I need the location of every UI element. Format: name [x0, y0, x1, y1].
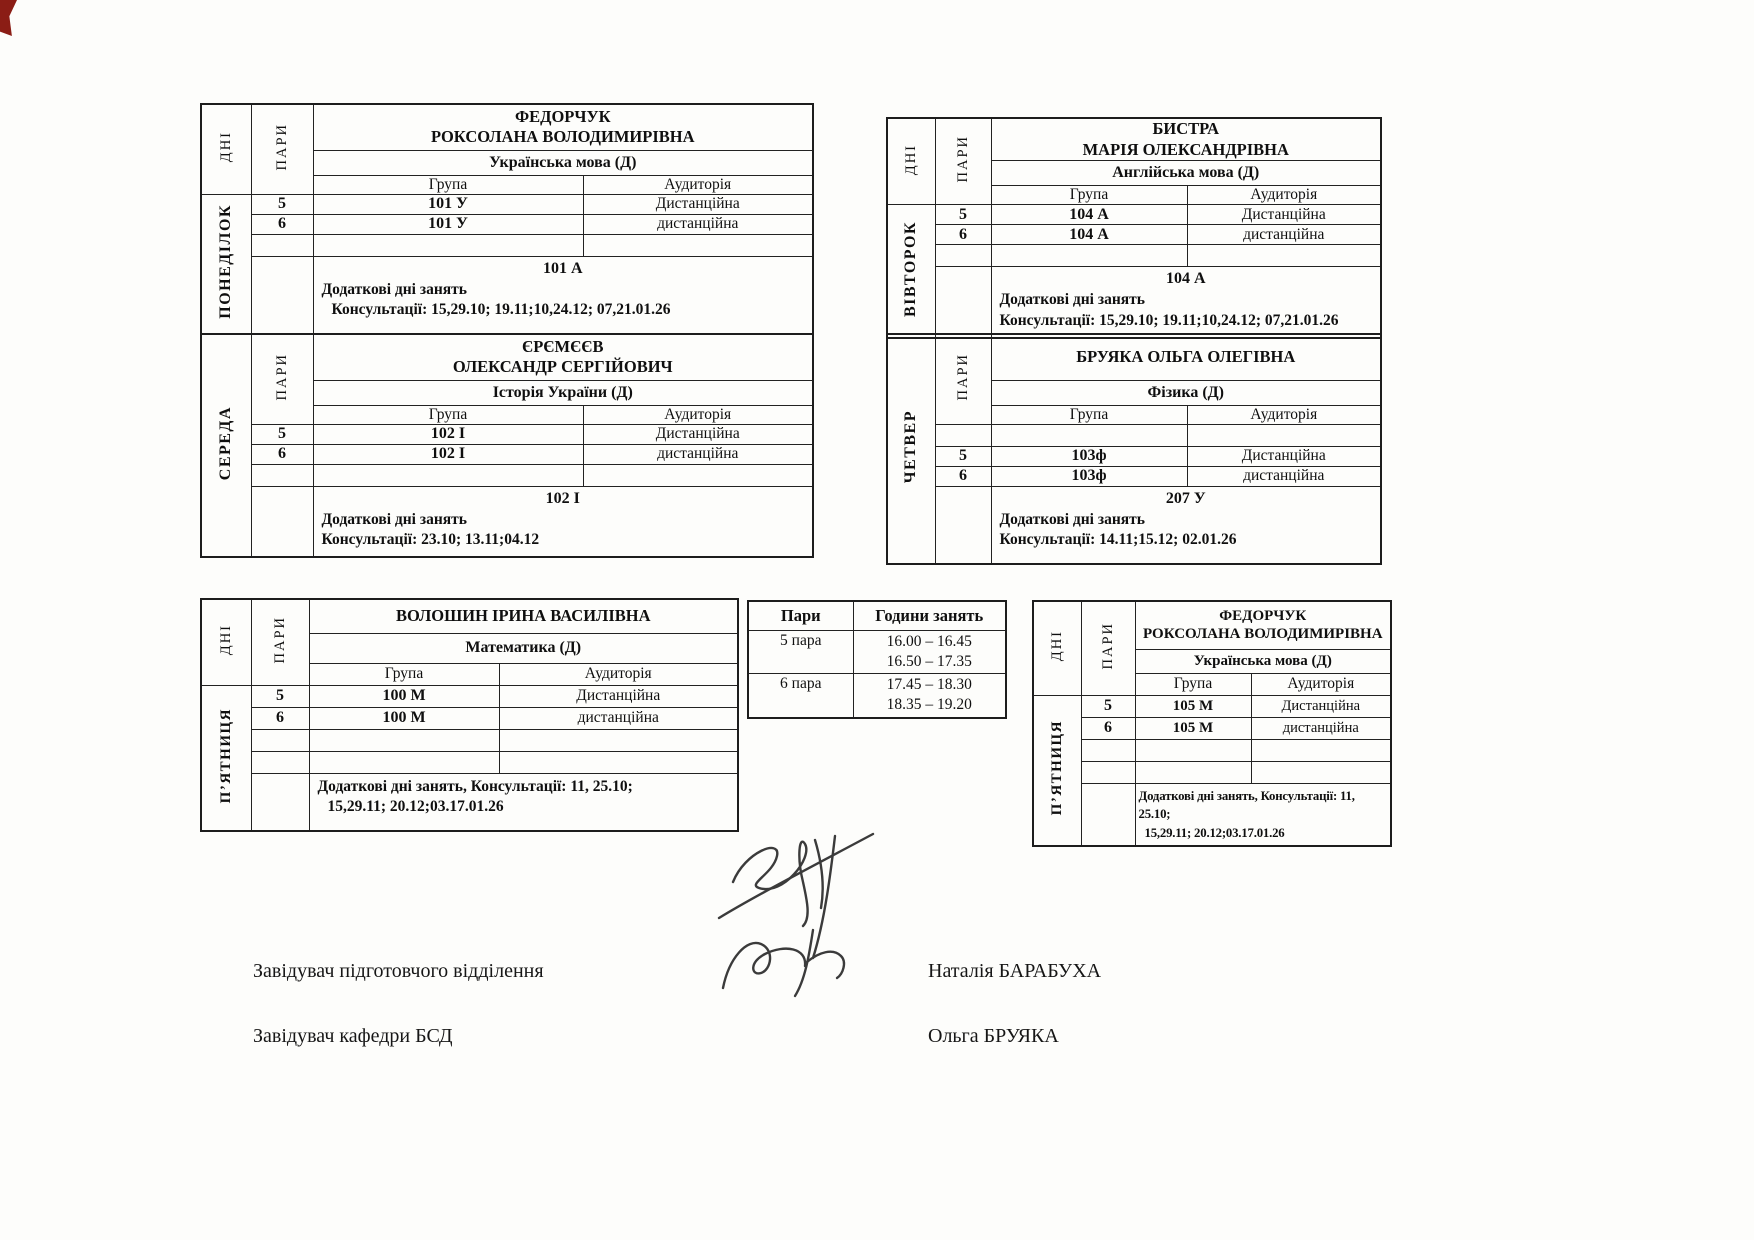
group-cell: 104 А	[991, 225, 1187, 245]
teacher-surname: ФЕДОРЧУК	[514, 106, 611, 126]
pair-number-cell: 5	[935, 205, 991, 225]
footer-cell	[991, 486, 1381, 564]
teacher-given-names: РОКСОЛАНА ВОЛОДИМИРІВНА	[1142, 626, 1383, 643]
group-cell: 102 І	[313, 444, 583, 464]
auditorium-cell: Дистанційна	[1187, 446, 1381, 466]
signature-name-barabukha: Наталія БАРАБУХА	[928, 960, 1102, 982]
signature-role-head-of-preparatory: Завідувач підготовчого відділення	[253, 960, 544, 982]
pair-number-cell: 6	[251, 444, 313, 464]
footer-cell	[313, 486, 813, 557]
pair-hours	[853, 631, 1006, 674]
days-header-cell	[1033, 601, 1081, 695]
footer-consultations: Консультації: 15,29.10; 19.11;10,24.12; 07,21.01.26	[331, 301, 671, 319]
footer-room: 207 У	[1165, 489, 1206, 507]
schedule-table-monday	[200, 103, 814, 335]
auditorium-cell: дистанційна	[1251, 717, 1391, 739]
group-cell: 102 І	[313, 424, 583, 444]
pair-number-cell: 5	[1081, 695, 1135, 717]
pair-number-cell	[935, 245, 991, 267]
auditorium-cell	[583, 464, 813, 486]
pair-hours	[853, 674, 1006, 718]
red-corner-scan-mark	[0, 0, 17, 36]
day-name-label: П’ЯТНИЦЯ	[1048, 720, 1065, 816]
empty-pair-cell	[935, 267, 991, 338]
column-header-auditorium: Аудиторія	[1251, 673, 1391, 695]
empty-pair-cell	[251, 773, 309, 831]
pairs-label: ПАРИ	[271, 616, 288, 664]
teacher-given-names: РОКСОЛАНА ВОЛОДИМИРІВНА	[430, 127, 695, 147]
signature-role-head-of-bsd: Завідувач кафедри БСД	[253, 1025, 453, 1047]
day-name-cell	[201, 194, 251, 334]
column-header-auditorium: Аудиторія	[1187, 186, 1381, 205]
pair-number-cell	[935, 424, 991, 446]
column-header-group: Група	[309, 663, 499, 685]
subject-cell: Математика (Д)	[309, 633, 738, 663]
footer-room: 102 І	[545, 489, 580, 507]
pair-hours-table	[747, 600, 1007, 719]
footer-consultations-line1: Додаткові дні занять, Консультації: 11, 25.10;	[1138, 788, 1355, 822]
group-cell	[1135, 739, 1251, 761]
pairs-header-cell	[251, 599, 309, 685]
pairs-header-cell	[935, 334, 991, 424]
footer-consultations: Консультації: 15,29.10; 19.11;10,24.12; 07,21.01.26	[999, 312, 1339, 330]
auditorium-cell: Дистанційна	[499, 685, 738, 707]
group-cell: 100 М	[309, 685, 499, 707]
group-cell	[991, 245, 1187, 267]
pair-number-cell: 5	[935, 446, 991, 466]
pair-number-cell	[251, 729, 309, 751]
teacher-name-cell	[313, 334, 813, 380]
pairs-header-cell	[1081, 601, 1135, 695]
pair-number-cell: 6	[1081, 717, 1135, 739]
pairs-header-cell	[935, 118, 991, 205]
footer-cell	[313, 256, 813, 334]
day-name-cell	[201, 685, 251, 831]
pair-number-cell: 6	[935, 225, 991, 245]
pair-number-cell: 5	[251, 424, 313, 444]
auditorium-cell	[1251, 739, 1391, 761]
teacher-name-cell	[991, 118, 1381, 161]
days-label: ДНІ	[217, 624, 234, 656]
auditorium-cell: дистанційна	[1187, 225, 1381, 245]
auditorium-cell: Дистанційна	[583, 194, 813, 214]
group-cell	[313, 234, 583, 256]
group-cell	[309, 729, 499, 751]
hours-col-header-hours: Години занять	[853, 601, 1006, 631]
subject-cell: Українська мова (Д)	[313, 150, 813, 175]
days-label: ДНІ	[1048, 630, 1065, 662]
auditorium-cell	[1251, 761, 1391, 783]
group-cell	[1135, 761, 1251, 783]
pair-number-cell: 5	[251, 194, 313, 214]
pairs-header-cell	[251, 334, 313, 424]
schedule-table-wednesday	[200, 333, 814, 558]
pair-number-cell: 6	[251, 707, 309, 729]
footer-consultations: Консультації: 23.10; 13.11;04.12	[321, 531, 540, 549]
footer-room: 101 А	[542, 259, 583, 277]
pair-number-cell	[1081, 739, 1135, 761]
auditorium-cell: дистанційна	[1187, 466, 1381, 486]
days-header-cell	[201, 599, 251, 685]
group-cell	[309, 751, 499, 773]
group-cell: 103ф	[991, 466, 1187, 486]
auditorium-cell: дистанційна	[583, 444, 813, 464]
auditorium-cell: дистанційна	[583, 214, 813, 234]
group-cell: 105 М	[1135, 695, 1251, 717]
day-name-label: СЕРЕДА	[217, 405, 235, 481]
schedule-table-tuesday	[886, 117, 1382, 339]
footer-room: 104 А	[1165, 270, 1206, 288]
schedule-table-friday-right	[1032, 600, 1392, 847]
group-cell: 101 У	[313, 214, 583, 234]
group-cell: 105 М	[1135, 717, 1251, 739]
footer-consultations-line1: Додаткові дні занять, Консультації: 11, 25.10;	[317, 777, 633, 795]
group-cell: 104 А	[991, 205, 1187, 225]
pair-hours-line1: 16.00 – 16.45	[886, 633, 972, 650]
footer-extra-days: Додаткові дні занять	[321, 510, 467, 528]
day-name-label: ЧЕТВЕР	[902, 409, 920, 484]
handwritten-signatures-ink	[695, 830, 910, 1005]
column-header-group: Група	[313, 405, 583, 424]
teacher-surname: ФЕДОРЧУК	[1219, 607, 1307, 624]
day-name-label: П’ЯТНИЦЯ	[217, 707, 234, 803]
group-cell: 100 М	[309, 707, 499, 729]
pairs-label: ПАРИ	[273, 353, 290, 401]
column-header-group: Група	[313, 175, 583, 194]
column-header-group: Група	[991, 186, 1187, 205]
group-cell	[991, 424, 1187, 446]
empty-pair-cell	[935, 486, 991, 564]
pair-number-cell: 6	[935, 466, 991, 486]
pairs-label: ПАРИ	[273, 123, 290, 171]
subject-cell: Українська мова (Д)	[1135, 649, 1391, 673]
subject-cell: Фізика (Д)	[991, 380, 1381, 405]
teacher-name-cell	[313, 104, 813, 150]
auditorium-cell	[1187, 424, 1381, 446]
pair-hours-line1: 17.45 – 18.30	[886, 676, 972, 694]
pair-label: 5 пара	[748, 631, 853, 674]
footer-extra-days: Додаткові дні занять	[999, 510, 1145, 528]
footer-cell	[309, 773, 738, 831]
pair-number-cell: 6	[251, 214, 313, 234]
teacher-full-name: ВОЛОШИН ІРИНА ВАСИЛІВНА	[395, 605, 651, 625]
column-header-auditorium: Аудиторія	[583, 405, 813, 424]
pair-hours-line2: 18.35 – 19.20	[886, 696, 972, 714]
footer-extra-days: Додаткові дні занять	[321, 280, 467, 298]
day-name-label: ПОНЕДІЛОК	[217, 203, 235, 319]
pairs-label: ПАРИ	[954, 135, 971, 183]
teacher-full-name: БРУЯКА ОЛЬГА ОЛЕГІВНА	[1076, 346, 1296, 366]
days-label: ДНІ	[902, 143, 919, 175]
group-cell	[313, 464, 583, 486]
hours-col-header-pairs: Пари	[748, 601, 853, 631]
day-name-cell	[887, 205, 935, 338]
auditorium-cell: Дистанційна	[583, 424, 813, 444]
auditorium-cell	[583, 234, 813, 256]
subject-cell: Англійська мова (Д)	[991, 161, 1381, 186]
pairs-label: ПАРИ	[954, 353, 971, 401]
teacher-surname: БИСТРА	[1152, 119, 1220, 138]
auditorium-cell	[499, 751, 738, 773]
day-name-cell	[1033, 695, 1081, 846]
schedule-table-thursday	[886, 333, 1382, 565]
pair-number-cell	[251, 234, 313, 256]
signature-name-bruiaka: Ольга БРУЯКА	[928, 1025, 1059, 1047]
teacher-name-cell	[1135, 601, 1391, 649]
footer-consultations: Консультації: 14.11;15.12; 02.01.26	[999, 531, 1237, 549]
subject-cell: Історія України (Д)	[313, 380, 813, 405]
auditorium-cell: дистанційна	[499, 707, 738, 729]
auditorium-cell: Дистанційна	[1251, 695, 1391, 717]
column-header-auditorium: Аудиторія	[583, 175, 813, 194]
column-header-group: Група	[991, 405, 1187, 424]
auditorium-cell: Дистанційна	[1187, 205, 1381, 225]
pairs-label: ПАРИ	[1099, 622, 1116, 670]
pair-hours-line2: 16.50 – 17.35	[886, 653, 972, 671]
auditorium-cell	[1187, 245, 1381, 267]
pair-number-cell	[251, 751, 309, 773]
pair-number-cell: 5	[251, 685, 309, 707]
pair-number-cell	[251, 464, 313, 486]
empty-pair-cell	[1081, 783, 1135, 846]
footer-extra-days: Додаткові дні занять	[999, 291, 1145, 309]
auditorium-cell	[499, 729, 738, 751]
days-label: ДНІ	[217, 131, 234, 163]
day-name-cell	[887, 334, 935, 564]
group-cell: 101 У	[313, 194, 583, 214]
day-name-label: ВІВТОРОК	[902, 220, 920, 317]
teacher-surname: ЄРЄМЄЄВ	[522, 336, 604, 356]
empty-pair-cell	[251, 256, 313, 334]
footer-cell	[991, 267, 1381, 338]
footer-cell	[1135, 783, 1391, 846]
teacher-given-names: ОЛЕКСАНДР СЕРГІЙОВИЧ	[452, 357, 673, 377]
day-name-cell	[201, 334, 251, 557]
footer-consultations-line2: 15,29.11; 20.12;03.17.01.26	[327, 798, 504, 816]
schedule-table-friday-left	[200, 598, 739, 832]
days-header-cell	[887, 118, 935, 205]
column-header-auditorium: Аудиторія	[1187, 405, 1381, 424]
group-cell: 103ф	[991, 446, 1187, 466]
pair-number-cell	[1081, 761, 1135, 783]
empty-pair-cell	[251, 486, 313, 557]
teacher-given-names: МАРІЯ ОЛЕКСАНДРІВНА	[1082, 139, 1289, 159]
pair-label: 6 пара	[748, 674, 853, 718]
column-header-auditorium: Аудиторія	[499, 663, 738, 685]
column-header-group: Група	[1135, 673, 1251, 695]
teacher-name-cell	[991, 334, 1381, 380]
days-header-cell	[201, 104, 251, 194]
footer-consultations-line2: 15,29.11; 20.12;03.17.01.26	[1144, 825, 1285, 840]
pairs-header-cell	[251, 104, 313, 194]
teacher-name-cell	[309, 599, 738, 633]
